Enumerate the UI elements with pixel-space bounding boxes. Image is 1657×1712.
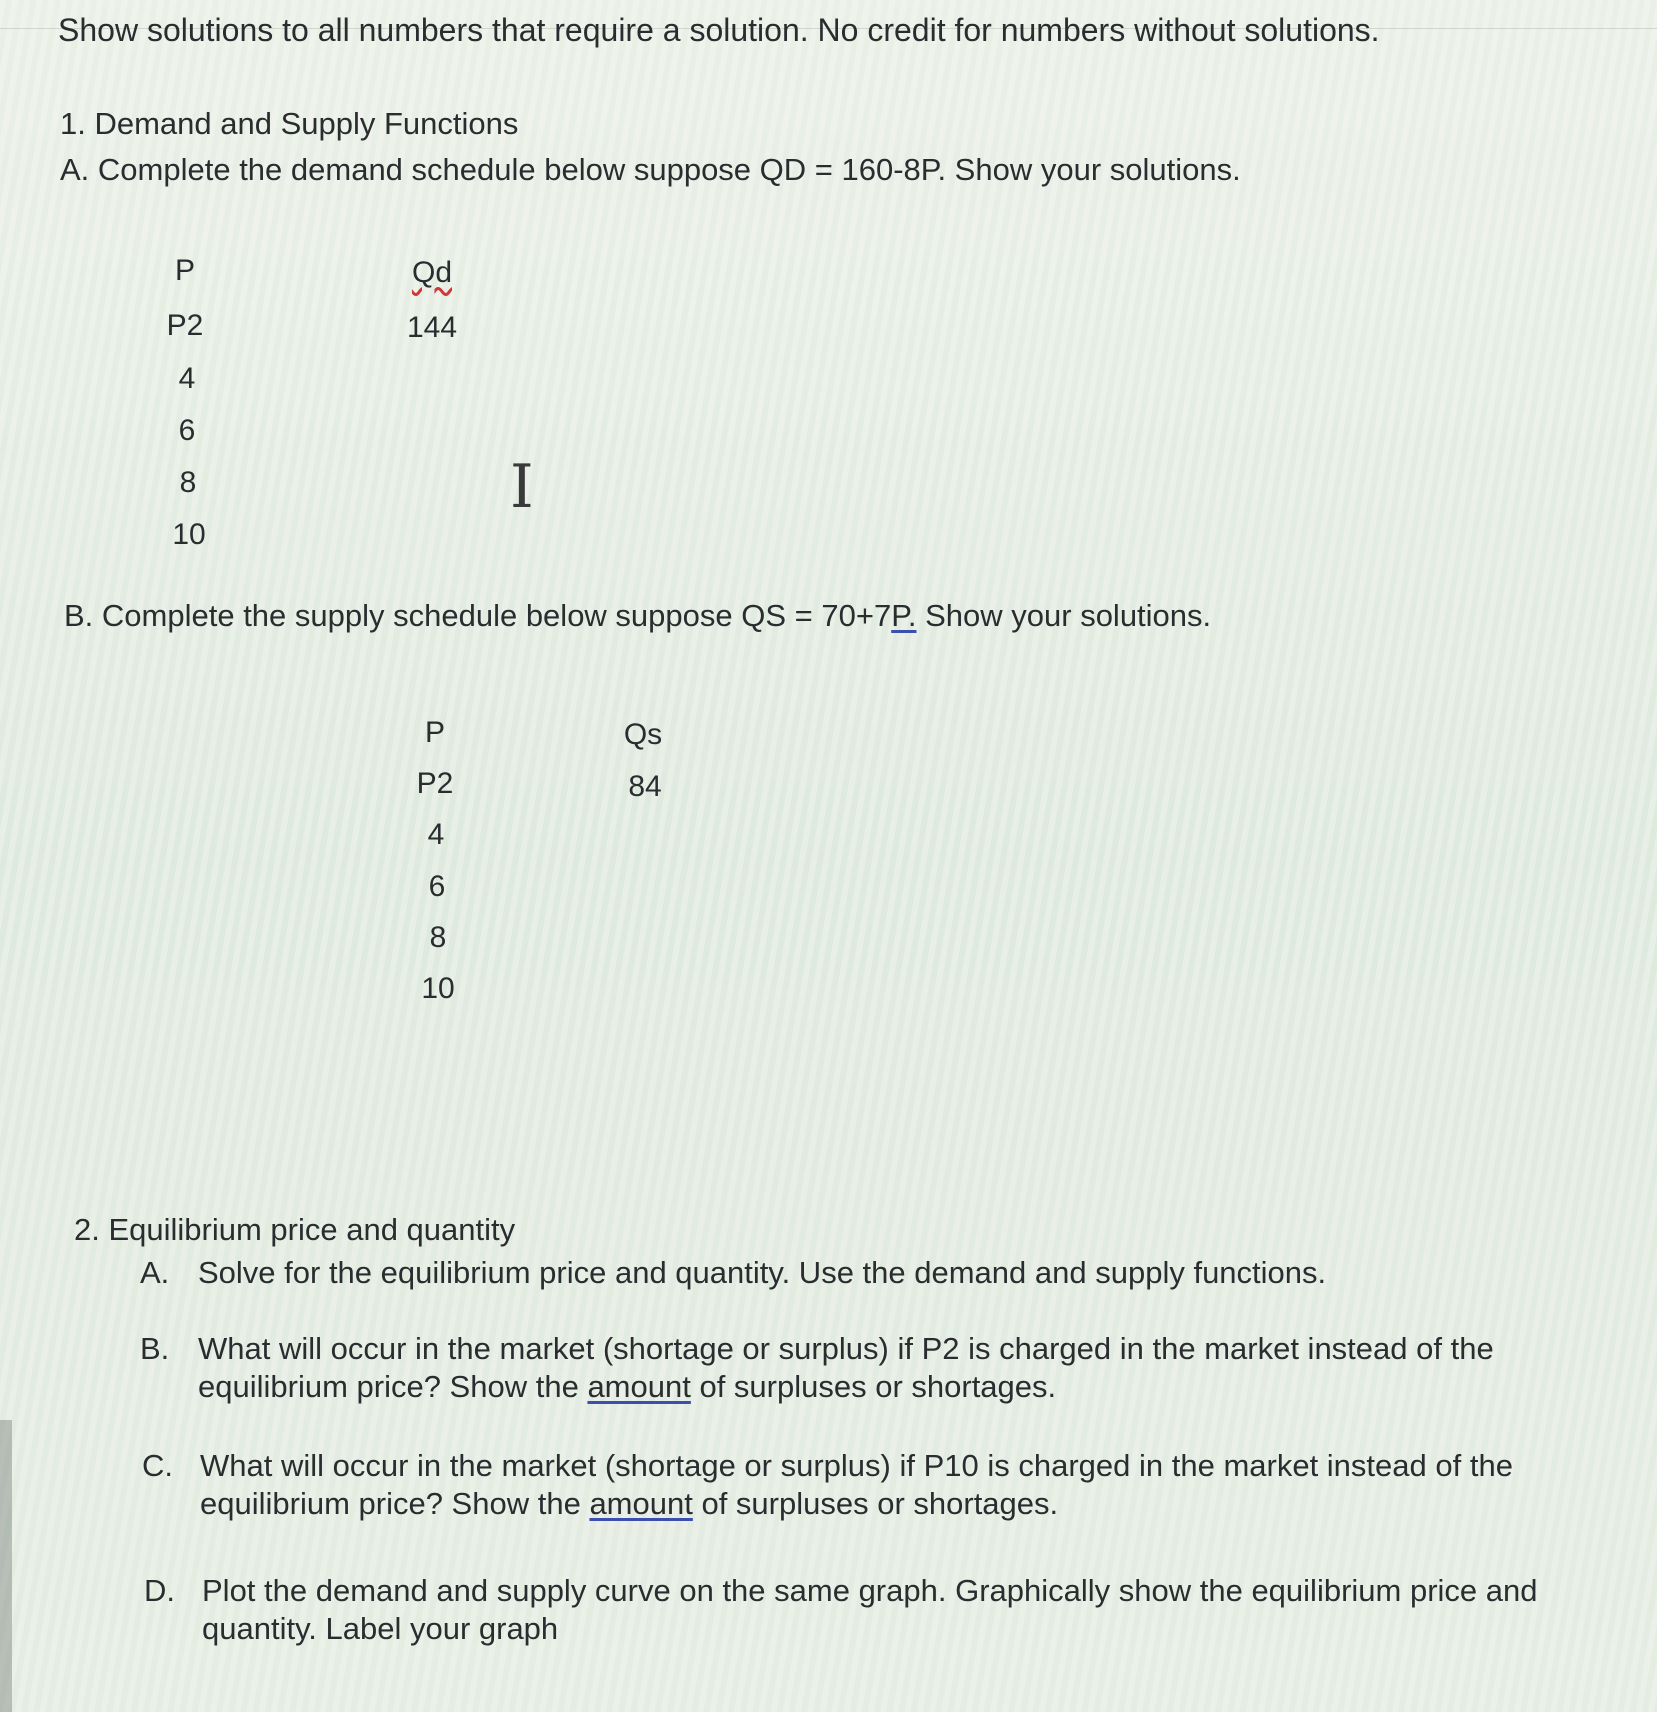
question-1b-underlined: P.: [891, 598, 917, 633]
supply-col-p-header: P: [424, 716, 445, 749]
supply-row-p: P2: [416, 767, 454, 800]
question-2c-before: What will occur in the market (shortage or surplus) if P10 is charged in the market instead of the equilibrium price? Show the: [200, 1448, 1513, 1521]
supply-row-p: 6: [428, 870, 446, 903]
supply-row-p: 4: [427, 818, 445, 851]
question-2b-underlined: amount: [587, 1369, 691, 1404]
section-1-heading: 1. Demand and Supply Functions: [60, 106, 519, 141]
question-1b: [64, 598, 1211, 634]
demand-row-p: P2: [166, 309, 204, 342]
question-1b-prefix: B. Complete the supply schedule below suppose QS = 70+7: [64, 598, 892, 633]
question-2a-text: Solve for the equilibrium price and quantity. Use the demand and supply functions.: [198, 1255, 1327, 1290]
section-2-heading: 2. Equilibrium price and quantity: [74, 1212, 516, 1247]
question-2a-letter: A.: [140, 1255, 170, 1290]
demand-col-p-header: P: [174, 254, 195, 287]
question-2b-after: of surpluses or shortages.: [690, 1369, 1057, 1404]
supply-col-qs-header: Qs: [623, 718, 663, 751]
question-2d-letter: D.: [144, 1573, 175, 1608]
supply-row-p: 10: [421, 972, 455, 1005]
demand-row-p: 6: [178, 414, 196, 447]
question-1a: A. Complete the demand schedule below suppose QD = 160-8P. Show your solutions.: [60, 152, 1241, 187]
demand-row-p: 10: [172, 518, 206, 551]
text-cursor-icon: I: [510, 452, 534, 522]
question-2b-text: [198, 1330, 1638, 1406]
demand-row-p: 8: [179, 466, 197, 499]
question-2c-text: [200, 1447, 1640, 1523]
supply-row-qs[interactable]: 84: [628, 770, 662, 803]
demand-row-p: 4: [178, 362, 196, 395]
instructions-text: Show solutions to all numbers that require a solution. No credit for numbers without solutions.: [58, 12, 1380, 48]
question-2c-underlined: amount: [589, 1486, 693, 1521]
demand-row-qd[interactable]: 144: [406, 311, 458, 344]
question-2d-text: Plot the demand and supply curve on the same graph. Graphically show the equilibrium price and quantity. Label your graph: [202, 1573, 1538, 1646]
page-left-edge: [0, 1420, 12, 1712]
question-1b-suffix: Show your solutions.: [916, 598, 1212, 633]
question-2b-letter: B.: [140, 1331, 170, 1366]
demand-col-qd-header: [387, 256, 477, 290]
supply-row-p: 8: [429, 921, 447, 954]
question-2c-after: of surpluses or shortages.: [692, 1486, 1059, 1521]
question-2c-letter: C.: [142, 1448, 173, 1483]
qd-header-text: Qd: [411, 256, 453, 289]
question-2b-before: What will occur in the market (shortage or surplus) if P2 is charged in the market instead of the equilibrium price? Show the: [198, 1331, 1494, 1404]
